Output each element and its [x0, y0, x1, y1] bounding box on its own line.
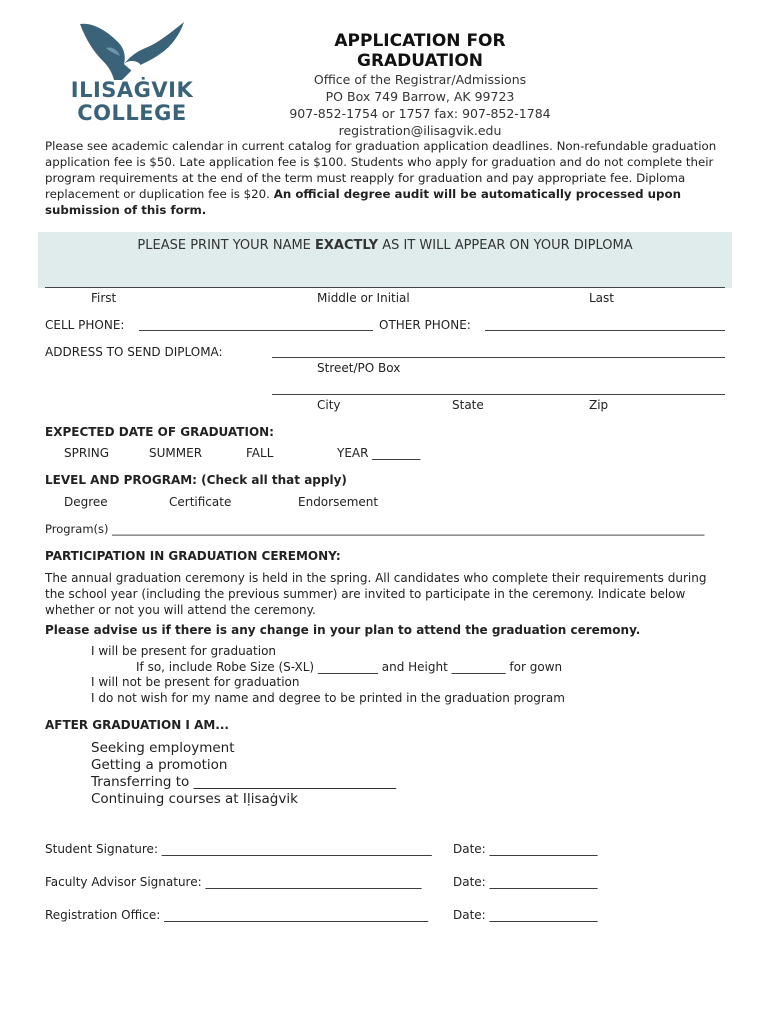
degree-option[interactable]: Degree: [64, 495, 108, 509]
student-date-field[interactable]: Date: __________________: [453, 842, 598, 856]
endorsement-option[interactable]: Endorsement: [298, 495, 379, 509]
intro-bold-text: An official degree audit will be automatically processed upon submission of this form.: [45, 187, 682, 217]
other-phone-label: OTHER PHONE:: [379, 318, 471, 332]
name-instructions-emphasis: EXACTLY: [315, 238, 379, 253]
office-email: registration@ilisagvik.edu: [338, 123, 502, 138]
fall-option[interactable]: FALL: [246, 446, 274, 460]
seeking-employment-option[interactable]: Seeking employment: [91, 740, 235, 756]
office-phone: 907-852-1754 or 1757 fax: 907-852-1784: [289, 106, 551, 121]
advisor-date-field[interactable]: Date: __________________: [453, 875, 598, 889]
logo-line-1: ILISAĠVIK: [70, 78, 194, 102]
after-graduation-heading: AFTER GRADUATION I AM...: [45, 718, 229, 732]
name-instructions-band: [38, 232, 732, 288]
office-date-field[interactable]: Date: __________________: [453, 908, 598, 922]
zip-label: Zip: [589, 398, 609, 412]
robe-height-fields[interactable]: If so, include Robe Size (S-XL) __________ and Height _________ for gown: [136, 660, 563, 674]
program-field[interactable]: Program(s) _______________________________________________________________________________________________________: [45, 522, 705, 536]
last-name-label: Last: [589, 291, 614, 305]
address-label: ADDRESS TO SEND DIPLOMA:: [45, 345, 223, 359]
registration-office-field[interactable]: Registration Office: ____________________________________________: [45, 908, 429, 922]
state-label: State: [452, 398, 484, 412]
name-instructions-post: AS IT WILL APPEAR ON YOUR DIPLOMA: [378, 238, 633, 253]
cell-phone-label: CELL PHONE:: [45, 318, 125, 332]
middle-name-label: Middle or Initial: [317, 291, 410, 305]
level-program-heading: LEVEL AND PROGRAM: (Check all that apply): [45, 473, 347, 487]
certificate-option[interactable]: Certificate: [169, 495, 232, 509]
cell-phone-field[interactable]: [139, 330, 373, 331]
ceremony-advise: Please advise us if there is any change in your plan to attend the graduation ceremony.: [45, 623, 641, 637]
college-logo: [62, 20, 202, 125]
name-instructions-pre: PLEASE PRINT YOUR NAME: [137, 238, 316, 253]
no-print-option[interactable]: I do not wish for my name and degree to be printed in the graduation program: [91, 691, 565, 705]
intro-paragraph: [45, 138, 725, 218]
street-label: Street/PO Box: [317, 361, 401, 375]
ceremony-heading: PARTICIPATION IN GRADUATION CEREMONY:: [45, 549, 341, 563]
ceremony-description: The annual graduation ceremony is held in the spring. All candidates who complete their requirements during the school year (including the previous summer) are invited to participate in the ceremony. Indicate below whether or not you will attend the ceremony.: [45, 571, 707, 617]
expected-date-heading: EXPECTED DATE OF GRADUATION:: [45, 425, 274, 439]
logo-line-2: COLLEGE: [77, 101, 187, 125]
whale-tail-icon: [62, 20, 202, 82]
other-phone-field[interactable]: [485, 330, 725, 331]
office-name: Office of the Registrar/Admissions: [313, 72, 527, 87]
promotion-option[interactable]: Getting a promotion: [91, 757, 228, 773]
continuing-courses-option[interactable]: Continuing courses at Iḷisaġvik: [91, 791, 298, 807]
year-field[interactable]: YEAR ________: [337, 446, 421, 460]
transferring-option[interactable]: Transferring to ______________________________: [91, 774, 397, 790]
city-label: City: [317, 398, 341, 412]
office-address: PO Box 749 Barrow, AK 99723: [325, 89, 515, 104]
not-attend-option[interactable]: I will not be present for graduation: [91, 675, 300, 689]
page-title: APPLICATION FOR GRADUATION: [334, 31, 506, 71]
summer-option[interactable]: SUMMER: [149, 446, 203, 460]
form-header: [270, 31, 570, 139]
full-name-field[interactable]: [45, 287, 725, 288]
city-state-zip-field[interactable]: [272, 394, 725, 395]
attend-option[interactable]: I will be present for graduation: [91, 644, 277, 658]
advisor-signature-field[interactable]: Faculty Advisor Signature: ____________________________________: [45, 875, 422, 889]
street-field[interactable]: [272, 357, 725, 358]
intro-text: Please see academic calendar in current catalog for graduation application deadlines. Non-refundable graduation application fee is $50. Late application fee is $100. Students who apply for graduation and do not complete their program requirements at the end of the term must reapply for graduation and pay appropriate fee. Diploma replacement or duplication fee is $20.: [45, 139, 717, 201]
student-signature-field[interactable]: Student Signature: _____________________________________________: [45, 842, 432, 856]
name-instructions: [38, 238, 732, 253]
spring-option[interactable]: SPRING: [64, 446, 110, 460]
first-name-label: First: [91, 291, 117, 305]
